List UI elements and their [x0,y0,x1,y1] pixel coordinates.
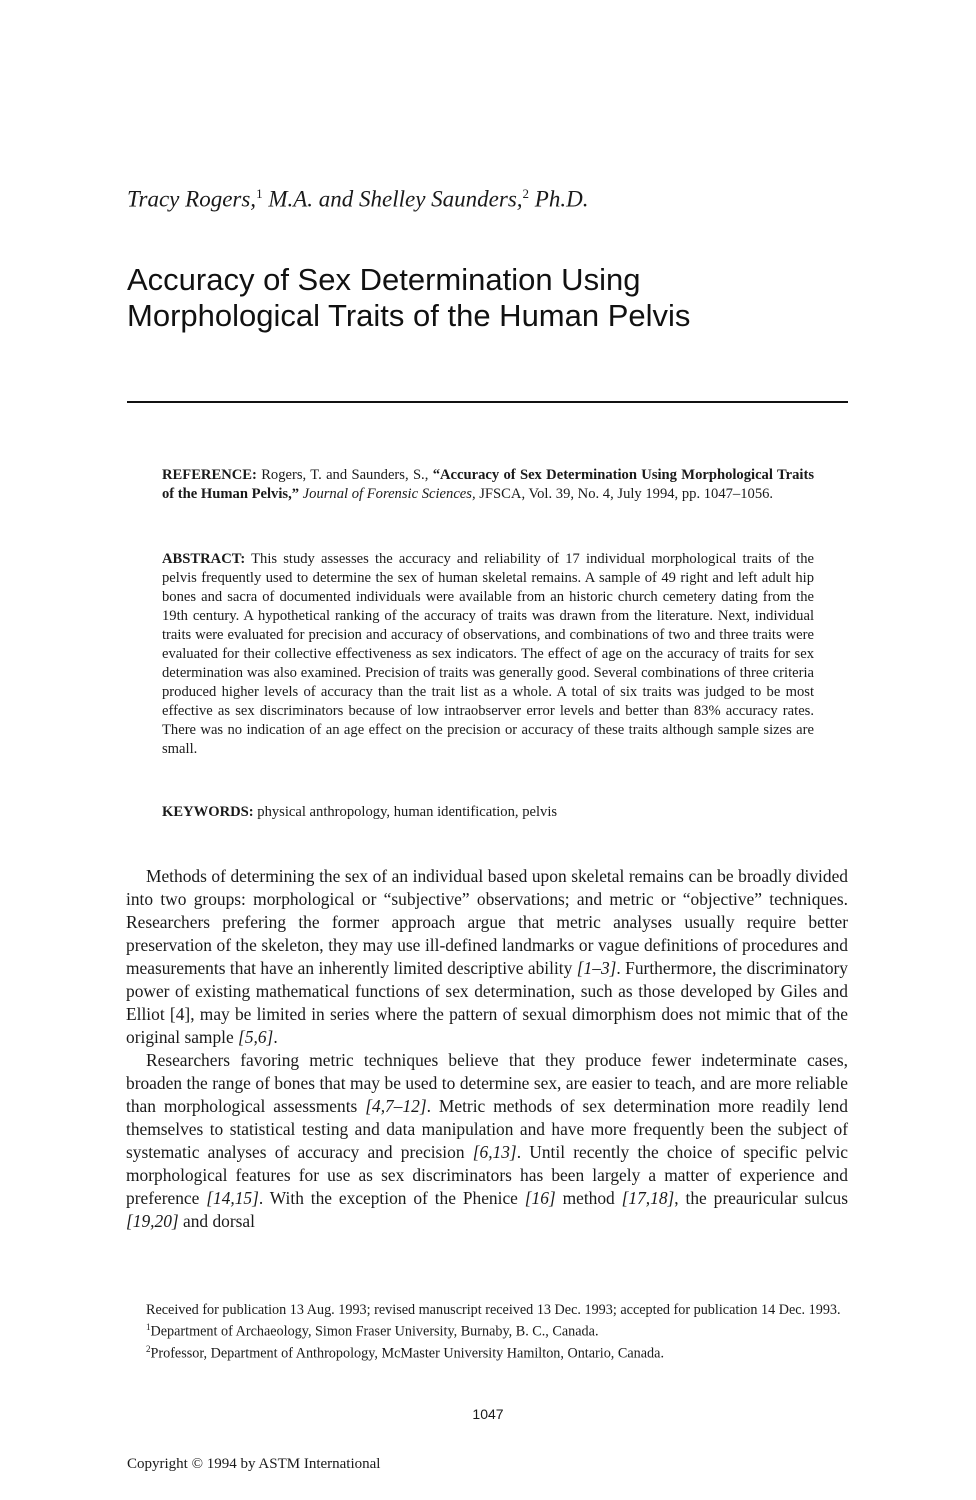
citation: [4] [169,1004,191,1024]
footnotes [126,1302,848,1362]
body-p1-text-a: Methods of determining the sex of an individual based upon skeletal remains can be broadly divided into two groups: morphological or “subjective” observations; and metric or “objective” techniques. Researchers prefering the former approach argue that metric analyses usually require better preservation of the skeleton, they may use ill-defined landmarks or vague definitions of procedures and measurements that have an inherently limited descriptive ability [126,866,848,978]
reference-details: JFSCA, Vol. 39, No. 4, July 1994, pp. 1047–1056. [475,486,774,502]
body-paragraph-1 [126,865,848,1049]
footnote-affiliation-2 [126,1341,848,1363]
citation: [19,20] [126,1211,179,1231]
keywords-text: physical anthropology, human identification, pelvis [253,804,558,820]
abstract-block [162,550,814,759]
footnote-2-marker: 2 [146,1343,151,1354]
citation: [17,18] [621,1188,675,1208]
citation: [5,6] [238,1027,274,1047]
author-2-affiliation-marker: 2 [522,186,530,201]
author-1-affiliation-marker: 1 [256,186,263,201]
citation: [14,15] [206,1188,259,1208]
footnote-1-text: Department of Archaeology, Simon Fraser University, Burnaby, B. C., Canada. [150,1323,599,1340]
body-p2-text-g: and dorsal [178,1211,255,1231]
paper-title-line-1: Accuracy of Sex Determination Using [127,262,641,297]
page-number: 1047 [472,1406,504,1422]
author-line [127,186,588,213]
body-text [126,865,848,1233]
footnote-affiliation-1 [126,1319,848,1341]
footnote-received: Received for publication 13 Aug. 1993; revised manuscript received 13 Dec. 1993; accepted for publication 14 Dec. 1993. [146,1302,841,1318]
body-p2-text-e: method [555,1188,622,1208]
abstract-text: This study assesses the accuracy and reliability of 17 individual morphological traits of the pelvis frequently used to determine the sex of human skeletal remains. A sample of 49 right and left adult hip bones and sacra of documented individuals were available from an historic church cemetery dating from the 19th century. A hypothetical ranking of the accuracy of traits was drawn from the literature. Next, individual traits were evaluated for precision and accuracy of observations, and combinations of two and three traits were evaluated for their collective effectiveness as sex indicators. The effect of age on the accuracy of traits for sex determination was also examined. Precision of traits was generally good. Several combinations of three criteria produced higher levels of accuracy than the trait list as a whole. A total of six traits was judged to be most effective as sex discriminators because of low intraobserver error levels and better than 83% accuracy rates. There was no indication of an age effect on the precision or accuracy of these traits although sample sizes are small. [162,551,814,757]
body-p2-text-a: Researchers favoring metric techniques believe that they produce fewer indeterminate cases, broaden the range of bones that may be used to determine sex, are easier to teach, and are more reliable than morphological assessments [126,1050,848,1116]
reference-journal: Journal of Forensic Sciences, [299,486,476,502]
author-1-degree-and-author-2: M.A. and Shelley Saunders, [262,186,523,212]
footnote-1-marker: 1 [146,1322,151,1332]
body-p2-text-c: . Until recently the choice of specific pelvic morphological features for use as sex discriminators has been largely a matter of experience and preference [126,1142,848,1208]
abstract-label: ABSTRACT: [162,551,246,567]
citation: [6,13] [472,1142,517,1162]
reference-authors: Rogers, T. and Saunders, S., [256,467,433,483]
reference-article-title: “Accuracy of Sex Determination Using Morphological Traits of the Human Pelvis,” [162,467,814,502]
body-p1-text-b: . Furthermore, the discriminatory power of existing mathematical functions of sex determination, such as those developed by Giles and Elliot [126,958,848,1024]
keywords-block [162,803,814,822]
body-p1-text-d: . [273,1027,278,1047]
paper-title-line-2: Morphological Traits of the Human Pelvis [127,298,691,333]
author-1-name: Tracy Rogers, [127,186,257,212]
copyright-notice: Copyright © 1994 by ASTM International [127,1456,381,1472]
body-paragraph-2 [126,1049,848,1233]
body-p2-text-f: , the preauricular sulcus [674,1188,848,1208]
author-2-degree: Ph.D. [529,186,589,212]
citation: [1–3] [576,958,617,978]
footnote-2-text: Professor, Department of Anthropology, McMaster University Hamilton, Ontario, Canada. [150,1345,664,1362]
paper-title [127,262,887,334]
body-p1-text-c: , may be limited in series where the pattern of sexual dimorphism does not mimic that of the original sample [126,1004,848,1047]
citation: [16] [524,1188,556,1208]
body-p2-text-b: . Metric methods of sex determination more readily lend themselves to statistical testing and data manipulation and have more frequently been the subject of systematic analyses of accuracy and precision [126,1096,848,1162]
keywords-label: KEYWORDS: [162,804,254,820]
citation: [4,7–12] [365,1096,427,1116]
title-divider [127,401,848,403]
reference-label: REFERENCE: [162,467,257,483]
reference-block [162,466,814,504]
body-p2-text-d: . With the exception of the Phenice [258,1188,525,1208]
